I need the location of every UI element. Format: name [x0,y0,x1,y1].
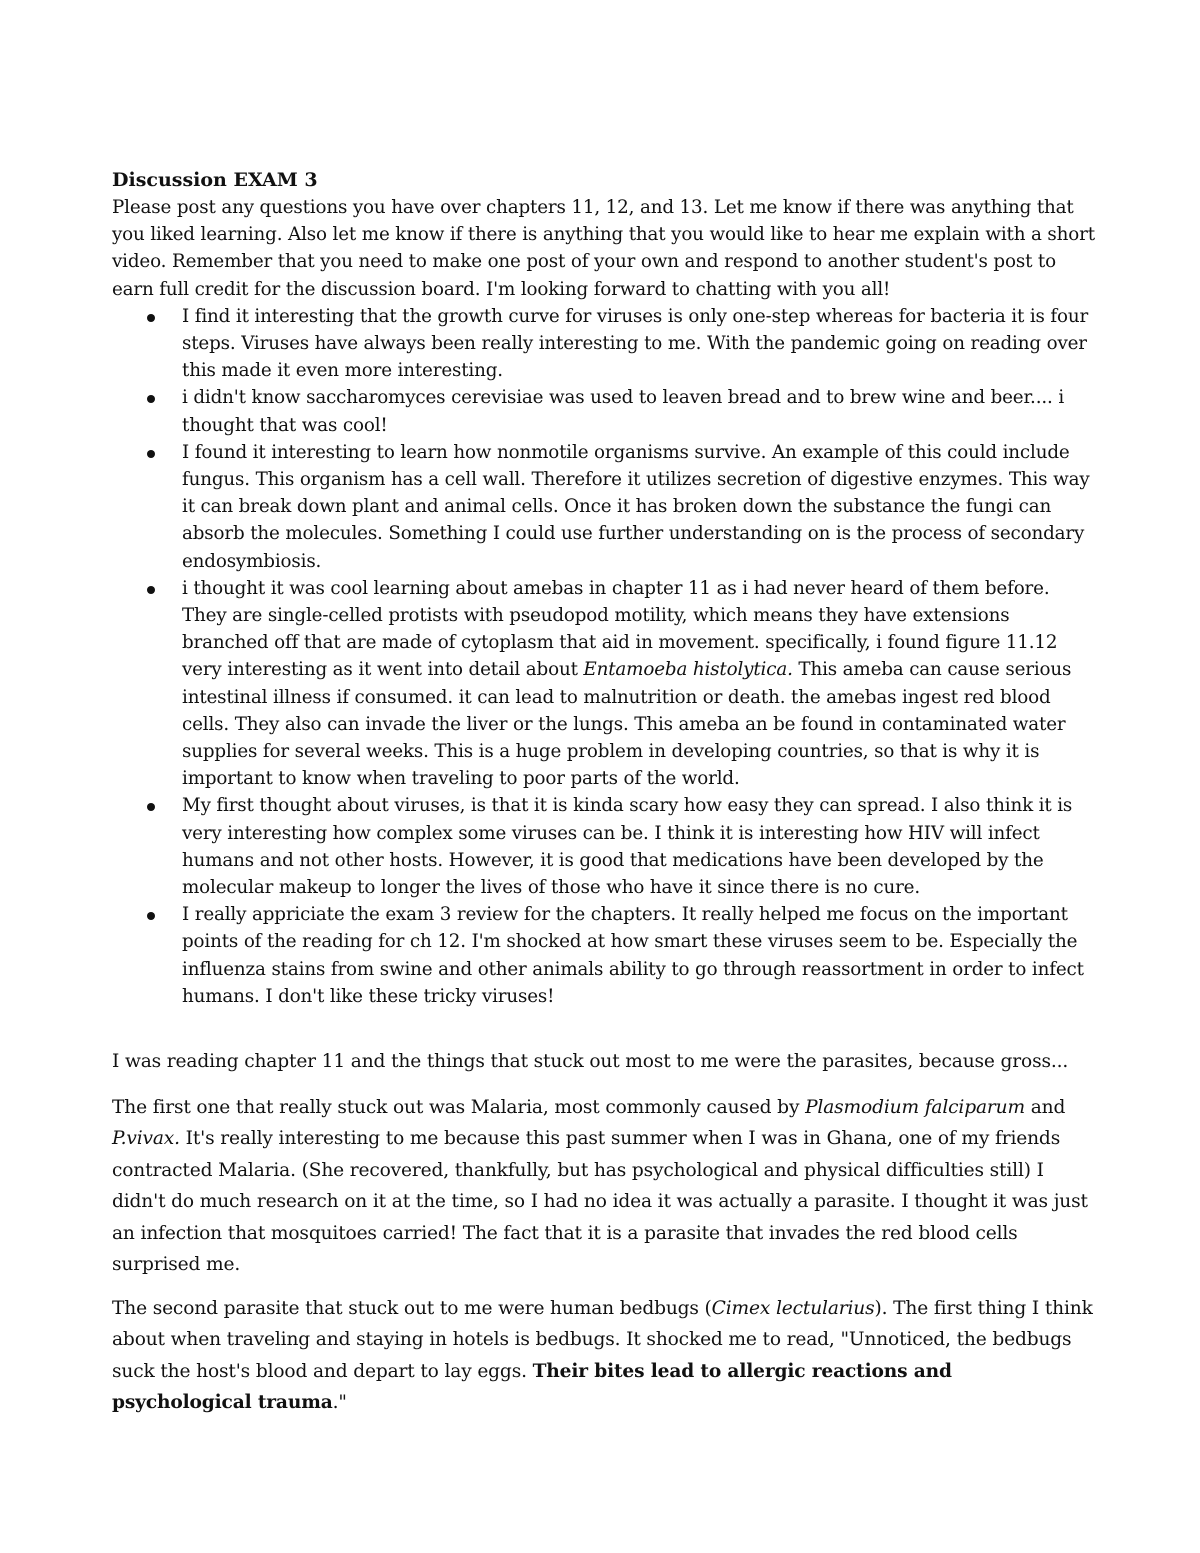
list-item [112,901,1097,1010]
student-posts-list [112,303,1097,1010]
list-item [112,303,1097,385]
essay-paragraph-3 [112,1293,1097,1419]
bold-quote: Their bites lead to allergic reactions and psychological trauma [112,1360,952,1414]
post-text-part: This ameba can cause serious intestinal illness if consumed. it can lead to malnutrition or death. the amebas ingest red blood cells. They also can invade the liver or the lungs. This ameba an be found in contaminated water supplies for several weeks. This is a huge problem in developing countries, so that is why it is important to know when traveling to poor parts of the world. [182,659,1072,790]
essay-text-part: ." [332,1392,347,1414]
species-name: Cimex lectularius [711,1297,875,1319]
essay-text-part: It's really interesting to me because this past summer when I was in Ghana, one of my friends contracted Malaria. (She recovered, thankfully, but has psychological and physical difficulties still) I didn't do much research on it at the time, so I had no idea it was actually a parasite. I thought it was just an infection that mosquitoes carried! The fact that it is a parasite that invades the red blood cells surprised me. [112,1128,1088,1276]
essay-text-part: The first one that really stuck out was Malaria, most commonly caused by [112,1096,806,1118]
post-text: I found it interesting to learn how nonmotile organisms survive. An example of this could include fungus. This organism has a cell wall. Therefore it utilizes secretion of digestive enzymes. This way it can break down plant and animal cells. Once it has broken down the substance the fungi can absorb the molecules. Something I could use further understanding on is the process of secondary endosymbiosis. [182,441,1090,572]
essay-paragraph-2 [112,1092,1097,1281]
bullet-icon [147,395,155,403]
document-page [112,167,1097,1431]
bullet-icon [147,912,155,920]
post-text: i didn't know saccharomyces cerevisiae was used to leaven bread and to brew wine and beer.... i thought that was cool! [182,387,1065,436]
list-item [112,439,1097,575]
post-text: I find it interesting that the growth curve for viruses is only one-step whereas for bacteria it is four steps. Viruses have always been really interesting to me. With the pandemic going on reading over this made it even more interesting. [182,305,1089,382]
essay-text-part: The second parasite that stuck out to me were human bedbugs ( [112,1297,712,1319]
post-text: My first thought about viruses, is that it is kinda scary how easy they can spread. I also think it is very interesting how complex some viruses can be. I think it is interesting how HIV will infect humans and not other hosts. However, it is good that medications have been developed by the molecular makeup to longer the lives of those who have it since there is no cure. [182,795,1073,899]
instructions-paragraph: Please post any questions you have over chapters 11, 12, and 13. Let me know if there was anything that you liked learning. Also let me know if there is anything that you would like to hear me explain with a short video. Remember that you need to make one post of your own and respond to another student's post to earn full credit for the discussion board. I'm looking forward to chatting with you all! [112,197,1095,300]
list-item [112,384,1097,438]
essay-text-part: ). The first thing I think about when traveling and staying in hotels is bedbugs. It shocked me to read, "Unnoticed, the bedbugs suck the host's blood and depart to lay eggs. [112,1297,1093,1382]
essay-text-part: and [1024,1096,1066,1118]
post-text: I really appriciate the exam 3 review for the chapters. It really helped me focus on the important points of the reading for ch 12. I'm shocked at how smart these viruses seem to be. Especially the influenza stains from swine and other animals ability to go through reassortment in order to infect humans. I don't like these tricky viruses! [182,904,1084,1007]
bullet-icon [147,450,155,458]
bullet-icon [147,803,155,811]
essay-section [112,1046,1097,1419]
species-name: Plasmodium falciparum [805,1096,1025,1118]
document-title: Discussion EXAM 3 [112,169,318,191]
species-name: Entamoeba histolytica. [583,659,793,681]
species-name: P.vivax. [112,1128,180,1150]
essay-paragraph-1: I was reading chapter 11 and the things that stuck out most to me were the parasites, because gross... [112,1051,1069,1073]
bullet-icon [147,314,155,322]
list-item [112,575,1097,793]
list-item [112,792,1097,901]
bullet-icon [147,586,155,594]
post-text-part: i thought it was cool learning about amebas in chapter 11 as i had never heard of them before. They are single-celled protists with pseudopod motility, which means they have extensions branched off that are made of cytoplasm that aid in movement. specifically, i found figure 11.12 very interesting as it went into detail about [182,577,1058,681]
